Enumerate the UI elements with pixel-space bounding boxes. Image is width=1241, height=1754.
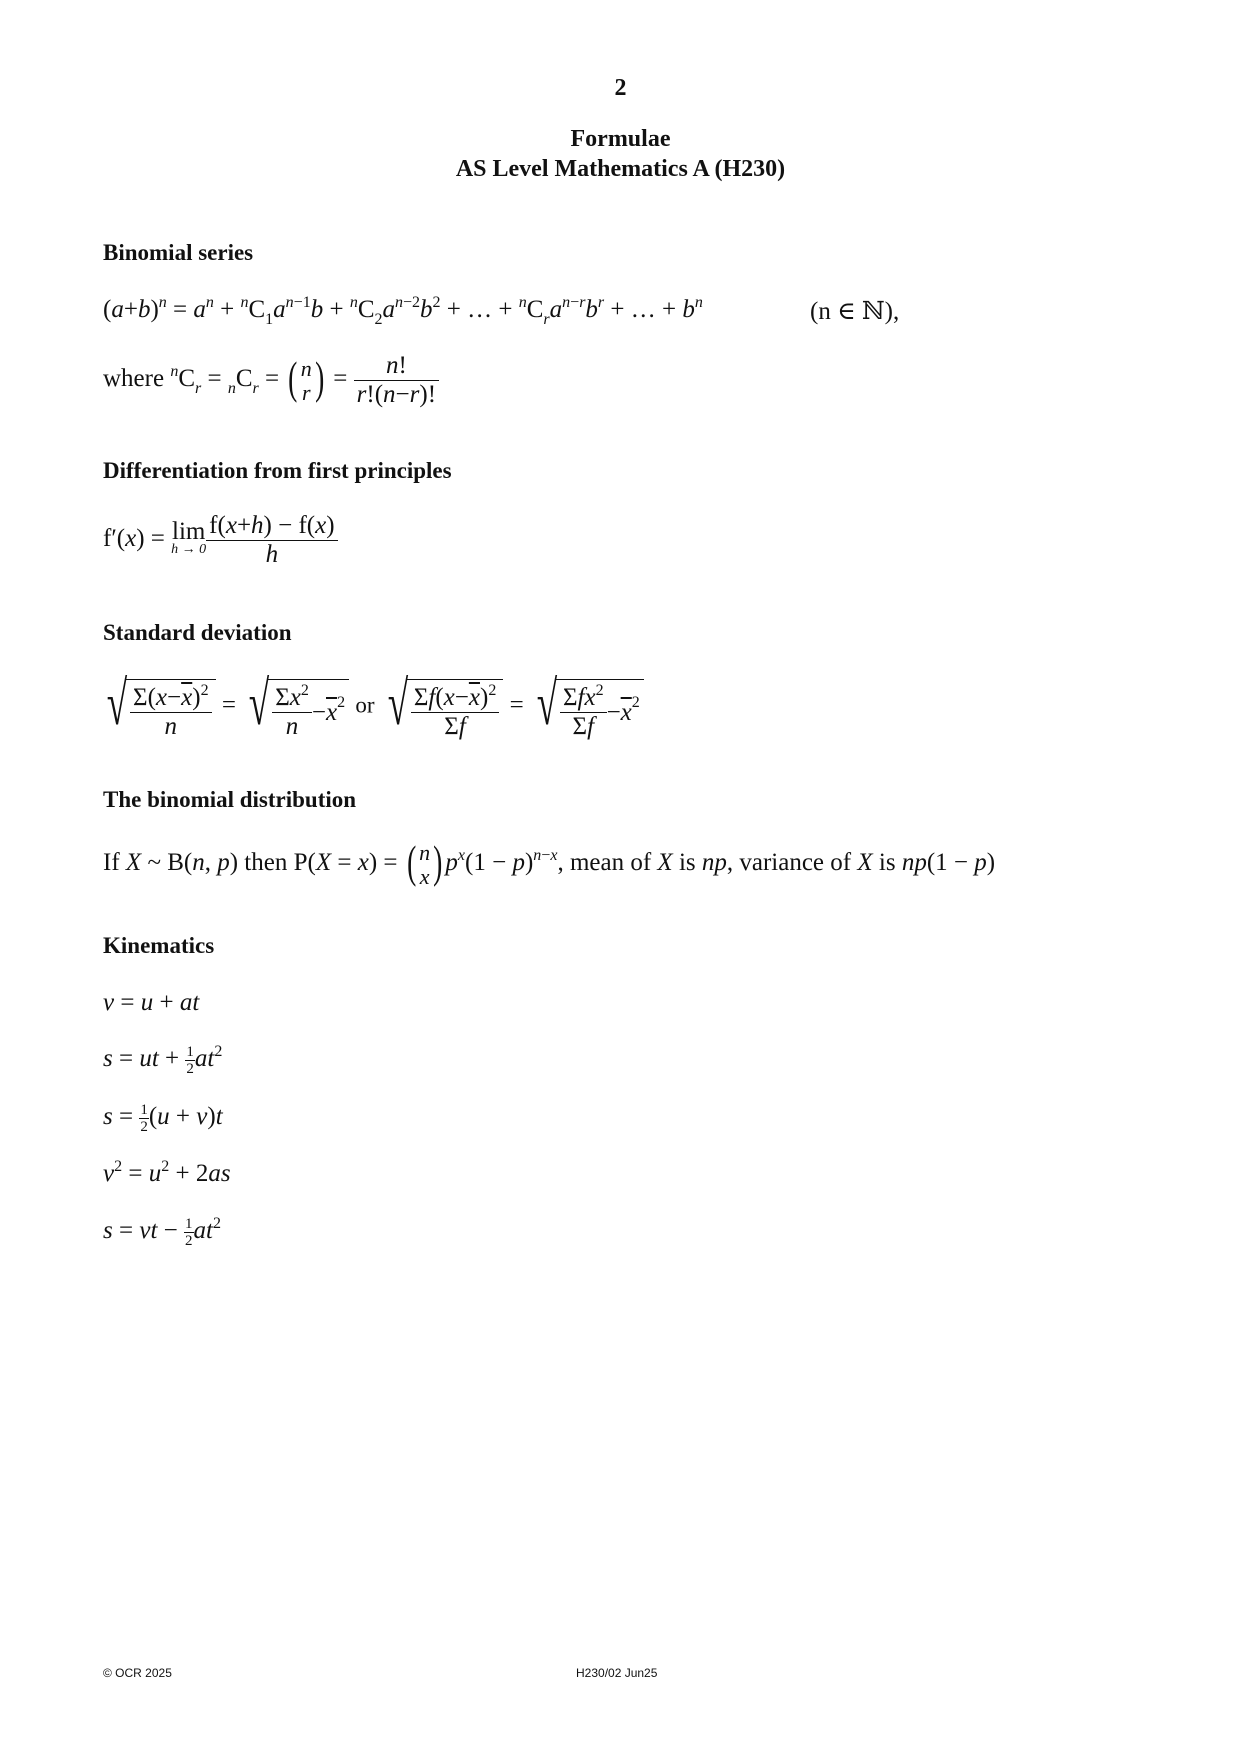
first-principles-formula: f′(x) = lim h → 0 $\frac{f(x+h) - f(x)}{h}$	[103, 512, 338, 569]
kinematics-formula-1: v = u + at	[103, 989, 200, 1016]
footer-code: H230/02 Jun25	[576, 1666, 658, 1680]
is-label: is	[678, 849, 696, 877]
binomial-distribution-formula: If X ~ B(n, p) then P(X = x) = ( n x) $p^x(1 - p)^{n-x}$, mean of X is np, variance of X is np(1 − p)	[103, 836, 996, 889]
then-label: then	[244, 849, 288, 877]
variance-label: , variance of	[726, 849, 852, 877]
kinematics-heading: Kinematics	[103, 933, 215, 958]
standard-deviation-formula: √ $\frac{\Sigma(x-\overline{x})^2}{n}$ = √ $\frac{\Sigma x^2}{n}$ − $\overline{x}$ 2 or √ $\frac{\Sigma f(x-\overline{x})^2}{\Sigma f}$ = √ $\frac{\Sigma fx^2}{\Sigma f}$ − $\overline{x}$ 2	[100, 673, 644, 741]
page-number: 2	[614, 75, 627, 101]
mean-label: , mean of	[557, 849, 652, 877]
kinematics-formula-5: s = vt − $\frac{1}{2}$ $at^2$	[103, 1215, 221, 1249]
standard-deviation-heading: Standard deviation	[103, 620, 292, 645]
binomial-condition: (n ∈ ℕ),	[810, 298, 900, 325]
binomial-series-heading: Binomial series	[103, 240, 254, 265]
is-label-2: is	[878, 849, 896, 877]
kinematics-formula-4: $v^2 = u^2 + 2as$	[103, 1158, 231, 1187]
binomial-expansion-formula: $(a+b)^n = a^n + ^nC_1a^{n-1}b + ^nC_2a^{n-2}b^2$ + … + $^nC_ra^{n-r}b^r$ + … + $b^n$	[103, 294, 703, 328]
differentiation-heading: Differentiation from first principles	[103, 458, 452, 483]
if-label: If	[103, 849, 120, 877]
kinematics-formula-3: s = $\frac{1}{2}$ (u + v)t	[103, 1102, 223, 1135]
page-title: Formulae	[570, 126, 671, 152]
or-label: or	[355, 692, 375, 718]
page-subtitle: AS Level Mathematics A (H230)	[455, 156, 786, 182]
kinematics-formula-2: s = ut + $\frac{1}{2}$ $at^2$	[103, 1043, 223, 1077]
footer-copyright: © OCR 2025	[103, 1666, 172, 1680]
where-label: where	[103, 365, 165, 393]
binomial-coefficient-formula: where $^nC_r = _nC_r$ = ( n r) = $\frac{n!}{r!(n-r)!}$	[103, 352, 439, 409]
binomial-distribution-heading: The binomial distribution	[103, 787, 357, 812]
